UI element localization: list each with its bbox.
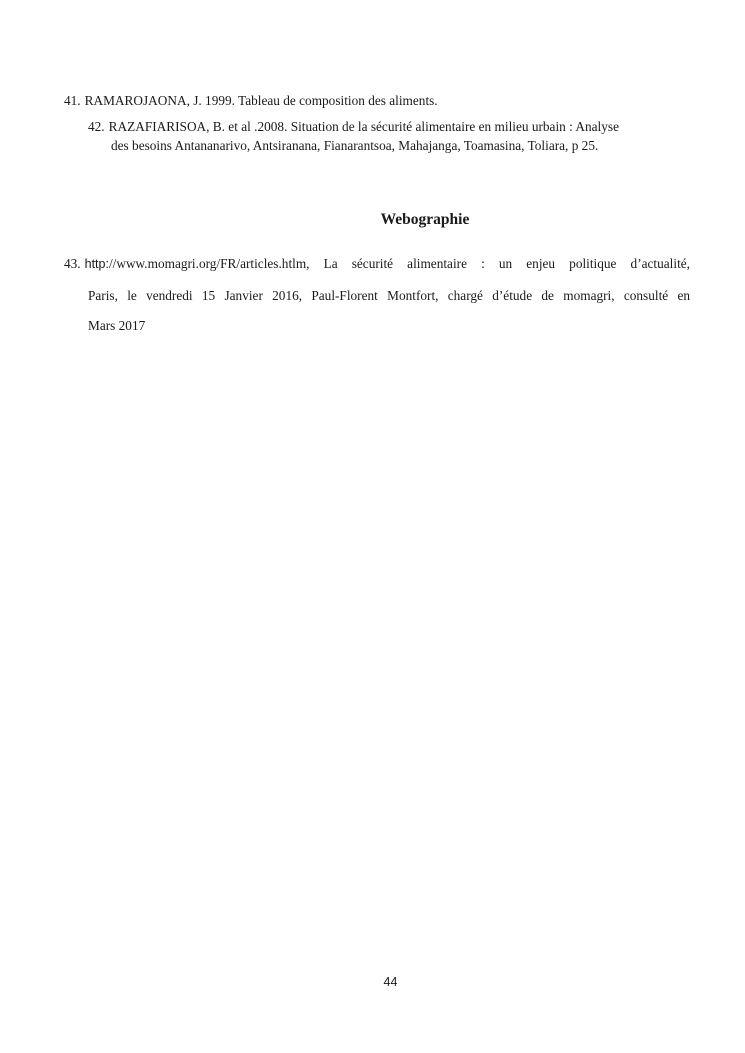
reference-line: Paris, le vendredi 15 Janvier 2016, Paul-Florent Montfort, chargé d’étude de momagri, consulté en — [88, 287, 690, 303]
reference-number: 41. — [64, 93, 81, 108]
reference-line — [88, 117, 688, 136]
reference-41 — [64, 91, 684, 110]
reference-number: 42. — [88, 119, 105, 134]
reference-43 — [64, 254, 690, 347]
reference-line — [64, 254, 690, 274]
reference-text: RAZAFIARISOA, B. et al .2008. Situation de la sécurité alimentaire en milieu urbain : Analyse — [108, 119, 619, 134]
reference-line: Mars 2017 — [88, 318, 146, 333]
page-number: 44 — [383, 975, 398, 989]
webography-heading: Webographie — [380, 211, 470, 228]
url-prefix: http: — [84, 257, 109, 271]
reference-text: RAMAROJAONA, J. 1999. Tableau de composition des aliments. — [84, 93, 438, 108]
reference-number: 43. — [64, 256, 81, 271]
reference-42 — [88, 117, 688, 155]
reference-text: //www.momagri.org/FR/articles.htlm, La sécurité alimentaire : un enjeu politique d’actualité, — [108, 256, 690, 271]
reference-line: des besoins Antananarivo, Antsiranana, Fianarantsoa, Mahajanga, Toamasina, Toliara, p 25. — [111, 138, 599, 153]
